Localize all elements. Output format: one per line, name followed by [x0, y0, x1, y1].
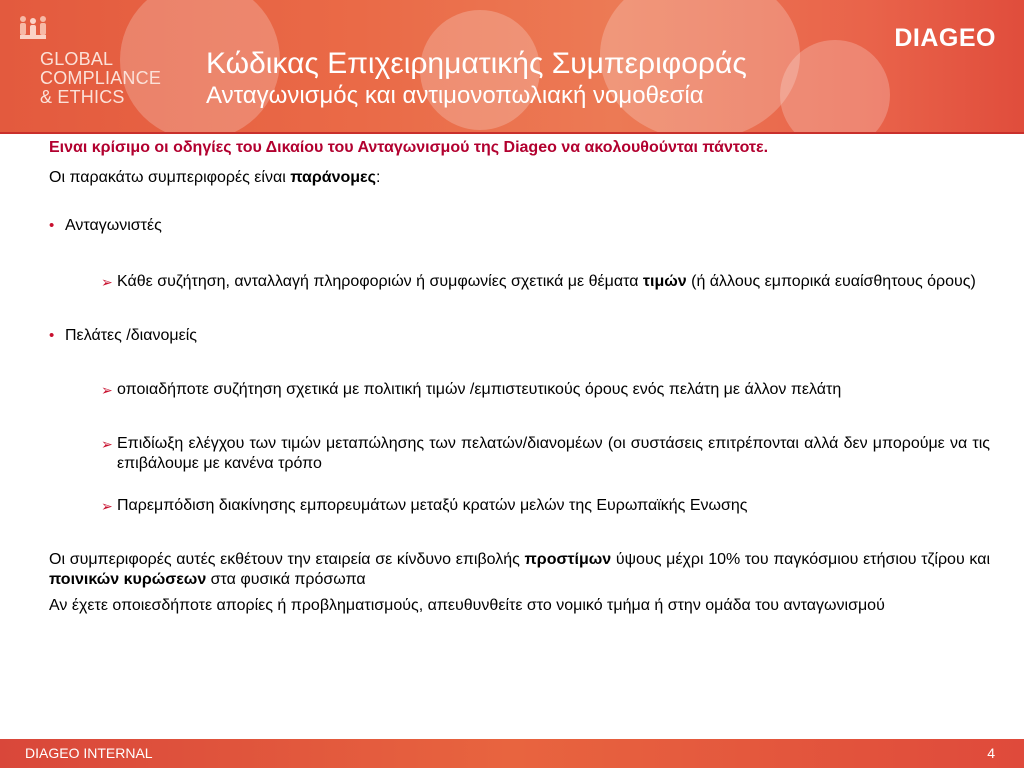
sub-item-text: Επιδίωξη ελέγχου των τιμών μεταπώλησης των πελατών/διανομέων (οι συστάσεις επιτρέπονται αλλά δεν μπορούμε να τις επιβάλουμε με κανένα τρόπο: [117, 435, 990, 472]
slide-body: [49, 138, 990, 616]
risk-bold-fines: προστίμων: [524, 551, 612, 568]
bullet-customers: [49, 326, 990, 346]
arrow-bullet-icon: ➢: [101, 274, 113, 290]
risk-bold-penalties: ποινικών κυρώσεων: [49, 571, 207, 588]
risk-paragraph: [49, 550, 990, 590]
sub-item-pricing-policy: [101, 380, 990, 400]
risk-text-c: στα φυσικά πρόσωπα: [206, 571, 366, 588]
bullet-competitors-label: Ανταγωνιστές: [65, 217, 162, 234]
sub-item-prices: [101, 272, 990, 292]
header-divider: [0, 132, 1024, 134]
sub-item-resale-prices: [101, 434, 990, 474]
slide-header: [0, 0, 1024, 132]
diageo-logo: DIAGEO: [894, 24, 996, 52]
sub-item-text: Παρεμπόδιση διακίνησης εμπορευμάτων μεταξύ κρατών μελών της Ευρωπαϊκής Ενωσης: [117, 497, 748, 514]
title-block: [206, 47, 747, 111]
page-title: Κώδικας Επιχειρηματικής Συμπεριφοράς: [206, 47, 747, 80]
sub-item-text-a: Κάθε συζήτηση, ανταλλαγή πληροφοριών ή συμφωνίες σχετικά με θέματα: [117, 273, 643, 290]
page-subtitle: Ανταγωνισμός και αντιμονοπωλιακή νομοθεσία: [206, 82, 704, 109]
classification-label: DIAGEO INTERNAL: [25, 745, 153, 761]
contact-paragraph: Αν έχετε οποιεσδήποτε απορίες ή προβληματισμούς, απευθυνθείτε στο νομικό τμήμα ή στην ομάδα του ανταγωνισμού: [49, 597, 885, 614]
bullet-dot-icon: •: [49, 217, 55, 234]
logo-line-3: & ETHICS: [40, 87, 125, 107]
intro-statement: Ειναι κρίσιμο οι οδηγίες του Δικαίου του Ανταγωνισμού της Diageo να ακολουθούνται πάντοτε.: [49, 139, 769, 156]
bullet-customers-label: Πελάτες /διανομείς: [65, 327, 197, 344]
illegal-lead: Οι παρακάτω συμπεριφορές είναι: [49, 169, 291, 186]
bullet-competitors: [49, 216, 990, 236]
illegal-bold: παράνομες: [290, 169, 376, 186]
sub-item-text-b: (ή άλλους εμπορικά ευαίσθητους όρους): [686, 273, 976, 290]
arrow-bullet-icon: ➢: [101, 436, 113, 452]
slide-footer: [0, 739, 1024, 768]
illegal-tail: :: [375, 169, 381, 186]
logo-line-1: GLOBAL: [40, 49, 114, 69]
compliance-logo: [40, 50, 161, 107]
sub-item-text: [117, 272, 990, 292]
risk-text-a: Οι συμπεριφορές αυτές εκθέτουν την εταιρεία σε κίνδυνο επιβολής: [49, 551, 525, 568]
logo-line-2: COMPLIANCE: [40, 68, 162, 88]
bullet-dot-icon: •: [49, 327, 55, 344]
arrow-bullet-icon: ➢: [101, 382, 113, 398]
people-logo-icon: [16, 14, 50, 50]
arrow-bullet-icon: ➢: [101, 498, 113, 514]
illegal-lead-paragraph: [49, 168, 990, 188]
sub-item-text: οποιαδήποτε συζήτηση σχετικά με πολιτική τιμών /εμπιστευτικούς όρους ενός πελάτη με άλλον πελάτη: [117, 381, 842, 398]
page-number: 4: [987, 745, 995, 761]
sub-item-text-bold: τιμών: [642, 273, 687, 290]
risk-text-b: ύψους μέχρι 10% του παγκόσμιου ετήσιου τζίρου και: [611, 551, 990, 568]
sub-item-trade-obstruction: [101, 496, 990, 516]
